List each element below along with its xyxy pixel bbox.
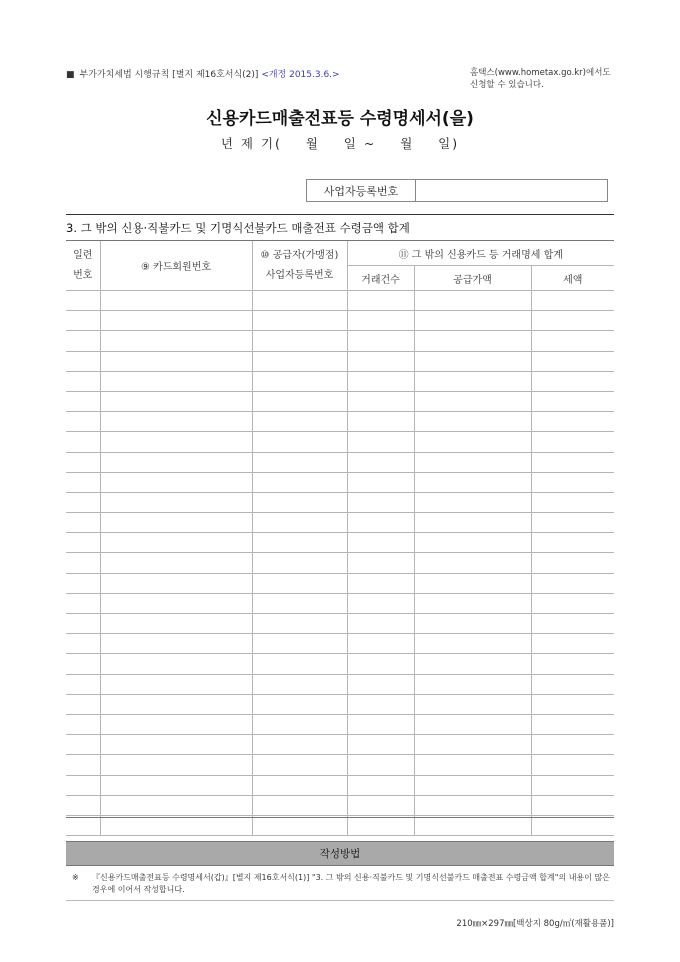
instruction-note	[72, 872, 612, 896]
table-cell[interactable]	[252, 674, 347, 694]
table-cell[interactable]	[252, 452, 347, 472]
table-cell[interactable]	[252, 351, 347, 371]
table-cell[interactable]	[414, 815, 531, 835]
table-cell[interactable]	[414, 311, 531, 331]
table-cell[interactable]	[252, 492, 347, 512]
table-cell[interactable]	[347, 634, 414, 654]
business-number-field[interactable]	[416, 180, 607, 201]
table-cell[interactable]	[414, 553, 531, 573]
table-row	[66, 331, 614, 351]
table-row	[66, 351, 614, 371]
col-supplier-line-1: ⑩ 공급자(가맹점)	[260, 249, 339, 261]
table-cell[interactable]	[66, 654, 100, 674]
table-cell[interactable]	[347, 391, 414, 411]
table-cell[interactable]	[414, 593, 531, 613]
table-cell[interactable]	[100, 795, 252, 815]
table-cell[interactable]	[347, 714, 414, 734]
table-cell[interactable]	[414, 735, 531, 755]
table-cell[interactable]	[66, 634, 100, 654]
table-cell[interactable]	[531, 795, 614, 815]
table-cell[interactable]	[66, 351, 100, 371]
table-cell[interactable]	[252, 311, 347, 331]
table-cell[interactable]	[66, 371, 100, 391]
table-cell[interactable]	[414, 432, 531, 452]
table-cell[interactable]	[531, 553, 614, 573]
table-cell[interactable]	[252, 694, 347, 714]
table-cell[interactable]	[100, 775, 252, 795]
table-cell[interactable]	[531, 634, 614, 654]
section-top-rule	[66, 214, 614, 215]
table-row	[66, 694, 614, 714]
table-cell[interactable]	[531, 694, 614, 714]
table-cell[interactable]	[531, 472, 614, 492]
table-cell[interactable]	[100, 412, 252, 432]
revision-date: <개정 2015.3.6.>	[261, 70, 340, 80]
table-cell[interactable]	[414, 614, 531, 634]
table-cell[interactable]	[531, 432, 614, 452]
table-cell[interactable]	[414, 775, 531, 795]
table-cell[interactable]	[531, 371, 614, 391]
square-bullet-icon: ■	[66, 70, 75, 80]
table-cell[interactable]	[347, 311, 414, 331]
business-number-label: 사업자등록번호	[307, 180, 416, 201]
table-cell[interactable]	[66, 391, 100, 411]
table-cell[interactable]	[347, 654, 414, 674]
table-cell[interactable]	[100, 674, 252, 694]
table-cell[interactable]	[252, 573, 347, 593]
table-cell[interactable]	[531, 614, 614, 634]
table-cell[interactable]	[414, 714, 531, 734]
table-cell[interactable]	[100, 331, 252, 351]
table-cell[interactable]	[347, 452, 414, 472]
section-title: 3. 그 밖의 신용·직불카드 및 기명식선불카드 매출전표 수령금액 합계	[66, 221, 410, 235]
col-supply-value-header: 공급가액	[414, 266, 531, 291]
table-cell[interactable]	[252, 755, 347, 775]
table-cell[interactable]	[347, 291, 414, 311]
table-cell[interactable]	[66, 593, 100, 613]
table-cell[interactable]	[100, 815, 252, 835]
table-cell[interactable]	[100, 634, 252, 654]
table-cell[interactable]	[414, 634, 531, 654]
table-cell[interactable]	[100, 472, 252, 492]
table-cell[interactable]	[252, 291, 347, 311]
col-serial-line-2: 번호	[73, 269, 93, 281]
table-row	[66, 815, 614, 835]
group-header: ⑪ 그 밖의 신용카드 등 거래명세 합계	[347, 241, 614, 266]
table-cell[interactable]	[66, 533, 100, 553]
table-cell[interactable]	[252, 391, 347, 411]
table-cell[interactable]	[252, 593, 347, 613]
table-cell[interactable]	[252, 654, 347, 674]
table-row	[66, 614, 614, 634]
table-row	[66, 432, 614, 452]
table-cell[interactable]	[100, 553, 252, 573]
table-row	[66, 492, 614, 512]
table-cell[interactable]	[414, 472, 531, 492]
table-cell[interactable]	[66, 735, 100, 755]
table-cell[interactable]	[531, 755, 614, 775]
table-row	[66, 452, 614, 472]
table-cell[interactable]	[66, 795, 100, 815]
table-cell[interactable]	[252, 412, 347, 432]
table-cell[interactable]	[414, 513, 531, 533]
table-cell[interactable]	[100, 432, 252, 452]
table-cell[interactable]	[100, 593, 252, 613]
table-cell[interactable]	[100, 694, 252, 714]
table-cell[interactable]	[531, 714, 614, 734]
table-row	[66, 291, 614, 311]
table-cell[interactable]	[347, 533, 414, 553]
table-cell[interactable]	[252, 815, 347, 835]
table-cell[interactable]	[347, 735, 414, 755]
table-row	[66, 755, 614, 775]
form-reference	[66, 67, 340, 80]
table-cell[interactable]	[414, 654, 531, 674]
table-cell[interactable]	[252, 714, 347, 734]
table-cell[interactable]	[531, 311, 614, 331]
table-row	[66, 371, 614, 391]
form-ref-text: 부가가치세법 시행규칙 [별지 제16호서식(2)]	[79, 70, 259, 80]
table-cell[interactable]	[66, 331, 100, 351]
table-cell[interactable]	[531, 391, 614, 411]
table-cell[interactable]	[66, 492, 100, 512]
col-card-member-header: ⑨ 카드회원번호	[100, 241, 252, 291]
note-bottom-rule	[66, 900, 614, 901]
table-cell[interactable]	[66, 775, 100, 795]
table-row	[66, 472, 614, 492]
table-cell[interactable]	[252, 553, 347, 573]
table-cell[interactable]	[531, 452, 614, 472]
table-cell[interactable]	[414, 391, 531, 411]
table-cell[interactable]	[100, 714, 252, 734]
table-cell[interactable]	[414, 452, 531, 472]
table-cell[interactable]	[531, 513, 614, 533]
table-cell[interactable]	[347, 755, 414, 775]
table-cell[interactable]	[347, 351, 414, 371]
table-cell[interactable]	[66, 472, 100, 492]
table-row	[66, 775, 614, 795]
table-cell[interactable]	[414, 492, 531, 512]
col-serial-line-1: 일련	[73, 249, 93, 261]
table-cell[interactable]	[531, 412, 614, 432]
table-cell[interactable]	[252, 513, 347, 533]
table-cell[interactable]	[347, 694, 414, 714]
table-cell[interactable]	[66, 573, 100, 593]
table-cell[interactable]	[531, 654, 614, 674]
table-cell[interactable]	[66, 432, 100, 452]
paper-spec: 210㎜×297㎜[백상지 80g/㎡(재활용품)]	[456, 919, 614, 929]
table-cell[interactable]	[100, 755, 252, 775]
table-cell[interactable]	[531, 573, 614, 593]
table-cell[interactable]	[531, 775, 614, 795]
table-cell[interactable]	[100, 614, 252, 634]
table-cell[interactable]	[347, 614, 414, 634]
table-row	[66, 311, 614, 331]
table-row	[66, 735, 614, 755]
table-cell[interactable]	[66, 412, 100, 432]
table-cell[interactable]	[531, 331, 614, 351]
table-cell[interactable]	[252, 735, 347, 755]
instructions-heading: 작성방법	[66, 841, 614, 866]
table-cell[interactable]	[414, 291, 531, 311]
table-row	[66, 573, 614, 593]
table-row	[66, 513, 614, 533]
table-cell[interactable]	[66, 714, 100, 734]
hometax-line-1: 홈택스(www.hometax.go.kr)에서도	[470, 68, 611, 78]
table-row	[66, 533, 614, 553]
table-cell[interactable]	[414, 795, 531, 815]
table-cell[interactable]	[347, 593, 414, 613]
hometax-line-2: 신청할 수 있습니다.	[470, 80, 544, 90]
table-cell[interactable]	[347, 573, 414, 593]
table-cell[interactable]	[66, 291, 100, 311]
table-row	[66, 654, 614, 674]
table-cell[interactable]	[66, 513, 100, 533]
table-cell[interactable]	[252, 775, 347, 795]
hometax-notice	[470, 67, 611, 91]
table-cell[interactable]	[531, 674, 614, 694]
table-cell[interactable]	[347, 553, 414, 573]
table-cell[interactable]	[531, 735, 614, 755]
table-cell[interactable]	[100, 371, 252, 391]
table-cell[interactable]	[66, 452, 100, 472]
table-cell[interactable]	[100, 573, 252, 593]
note-text: 『신용카드매출전표등 수령명세서(갑)』[별지 제16호서식(1)] "3. 그 밖의 신용·직불카드 및 기명식선불카드 매출전표 수령금액 합계"의 내용이 많은 경우에 이어서 작성합니다.	[92, 873, 610, 894]
table-cell[interactable]	[100, 735, 252, 755]
table-row	[66, 553, 614, 573]
table-cell[interactable]	[252, 472, 347, 492]
table-cell[interactable]	[531, 533, 614, 553]
table-cell[interactable]	[347, 371, 414, 391]
table-cell[interactable]	[414, 533, 531, 553]
table-row	[66, 634, 614, 654]
period-subtitle: 년 제 기( 월 일 ~ 월 일)	[220, 136, 460, 151]
table-cell[interactable]	[347, 513, 414, 533]
table-cell[interactable]	[100, 513, 252, 533]
table-cell[interactable]	[100, 291, 252, 311]
table-cell[interactable]	[531, 492, 614, 512]
receipt-table	[66, 241, 614, 836]
table-cell[interactable]	[414, 351, 531, 371]
table-bottom-rule	[66, 817, 614, 818]
table-cell[interactable]	[100, 311, 252, 331]
table-cell[interactable]	[66, 614, 100, 634]
table-cell[interactable]	[414, 755, 531, 775]
table-cell[interactable]	[66, 553, 100, 573]
table-cell[interactable]	[66, 674, 100, 694]
table-cell[interactable]	[414, 694, 531, 714]
table-row	[66, 674, 614, 694]
table-cell[interactable]	[252, 614, 347, 634]
table-cell[interactable]	[414, 371, 531, 391]
table-cell[interactable]	[347, 432, 414, 452]
table-cell[interactable]	[100, 452, 252, 472]
table-cell[interactable]	[252, 371, 347, 391]
table-cell[interactable]	[66, 815, 100, 835]
table-cell[interactable]	[347, 412, 414, 432]
table-cell[interactable]	[252, 331, 347, 351]
table-cell[interactable]	[252, 634, 347, 654]
table-cell[interactable]	[252, 533, 347, 553]
table-cell[interactable]	[252, 432, 347, 452]
table-row	[66, 593, 614, 613]
table-row	[66, 391, 614, 411]
table-cell[interactable]	[347, 815, 414, 835]
table-cell[interactable]	[414, 573, 531, 593]
col-supplier-header	[252, 241, 347, 291]
table-cell[interactable]	[100, 351, 252, 371]
table-cell[interactable]	[100, 492, 252, 512]
table-row	[66, 795, 614, 815]
table-cell[interactable]	[66, 755, 100, 775]
table-cell[interactable]	[66, 694, 100, 714]
table-cell[interactable]	[531, 815, 614, 835]
table-cell[interactable]	[252, 795, 347, 815]
page-title: 신용카드매출전표등 수령명세서(을)	[206, 109, 474, 129]
table-cell[interactable]	[66, 311, 100, 331]
table-cell[interactable]	[347, 492, 414, 512]
col-serial-header	[66, 241, 100, 291]
table-cell[interactable]	[100, 533, 252, 553]
table-cell[interactable]	[347, 472, 414, 492]
table-cell[interactable]	[100, 654, 252, 674]
col-tax-header: 세액	[531, 266, 614, 291]
table-cell[interactable]	[531, 291, 614, 311]
table-cell[interactable]	[414, 412, 531, 432]
note-mark: ※	[72, 873, 79, 882]
table-cell[interactable]	[347, 775, 414, 795]
table-cell[interactable]	[414, 331, 531, 351]
table-cell[interactable]	[531, 593, 614, 613]
table-row	[66, 412, 614, 432]
col-count-header: 거래건수	[347, 266, 414, 291]
table-cell[interactable]	[347, 674, 414, 694]
table-cell[interactable]	[347, 795, 414, 815]
table-cell[interactable]	[414, 674, 531, 694]
table-cell[interactable]	[100, 391, 252, 411]
business-number-box	[306, 179, 608, 202]
table-cell[interactable]	[347, 331, 414, 351]
table-row	[66, 714, 614, 734]
col-supplier-line-2: 사업자등록번호	[265, 269, 334, 281]
table-cell[interactable]	[531, 351, 614, 371]
